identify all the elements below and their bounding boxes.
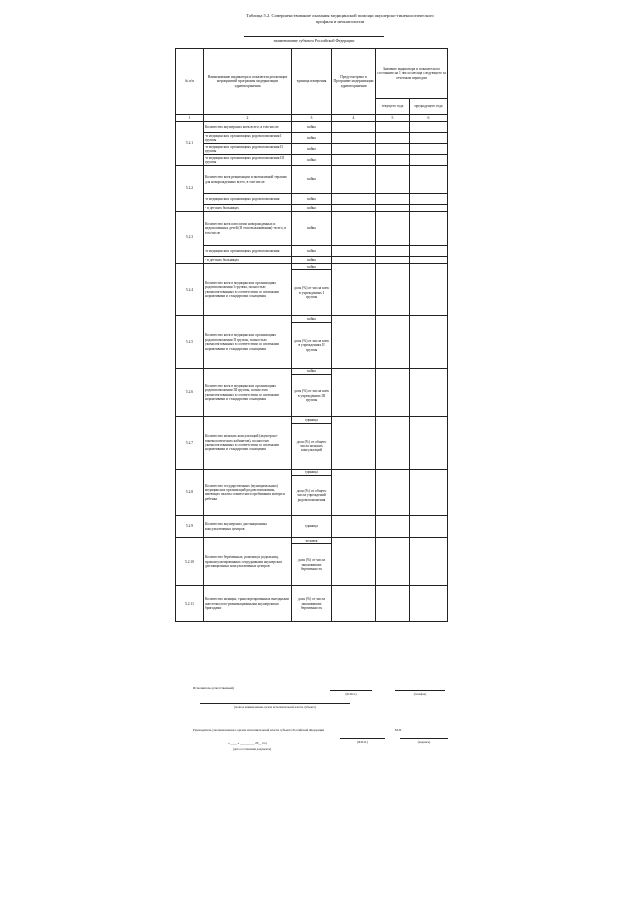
indicator-name: Количество акушерских коек всего, в том числе:	[204, 122, 292, 133]
prev-year-cell[interactable]	[410, 516, 448, 538]
date-line: « ____ » _________ 20__ год	[228, 741, 267, 745]
unit-share-cell: доля (%) от числа закончивших беременность	[292, 586, 332, 622]
prev-year-cell[interactable]	[410, 264, 448, 316]
indicator-name: - в детских больницах	[204, 205, 292, 212]
current-year-cell[interactable]	[376, 194, 410, 205]
indicator-name: Количество акушерских дистанционных консультативных центров	[204, 516, 292, 538]
col-num-header: № п/п	[176, 49, 204, 115]
indicator-name: Количество беременных, рожениц и родильниц, проконсультированных сотрудниками акушерских дистанционных консультативных центров	[204, 538, 292, 586]
unit-cell: койка	[292, 264, 332, 270]
unit-share-cell: доля (%) от числа коек в учреждениях III группы	[292, 375, 332, 417]
planned-cell[interactable]	[332, 133, 376, 144]
row-number: 5.2.8	[176, 469, 204, 515]
current-year-cell[interactable]	[376, 166, 410, 194]
unit-share-cell: доля (%) от общего числа женских консультаций	[292, 423, 332, 469]
header-line-2: профиля и неонатологии	[315, 19, 365, 24]
prev-year-cell[interactable]	[410, 133, 448, 144]
unit-cell: койка	[292, 316, 332, 322]
head-label: Руководитель уполномоченного органа исполнительной власти субъекта Российской Федерации	[193, 728, 325, 732]
current-year-cell[interactable]	[376, 122, 410, 133]
col-number-6: 6	[410, 115, 448, 122]
indicator-name: Количество коек реанимации и интенсивной терапии для новорожденных всего, в том числе:	[204, 166, 292, 194]
indicator-name: Количество женщин, транспортированных выездными анестезиолого-реанимационными акушерскими бригадами	[204, 586, 292, 622]
row-number: 5.2.7	[176, 417, 204, 469]
head-fio-caption: (Ф.И.О.)	[357, 740, 368, 744]
unit-cell: койка	[292, 133, 332, 144]
head-sign-caption: (подпись)	[417, 740, 431, 744]
row-number: 5.2.6	[176, 368, 204, 416]
col-number-4: 4	[332, 115, 376, 122]
executor-fio-line	[330, 690, 372, 691]
executor-phone-line	[395, 690, 445, 691]
current-year-cell[interactable]	[376, 516, 410, 538]
executor-phone-caption: (телефон)	[413, 692, 427, 696]
prev-year-cell[interactable]	[410, 205, 448, 212]
row-number: 5.2.2	[176, 166, 204, 212]
unit-cell: койка	[292, 194, 332, 205]
col-number-5: 5	[376, 115, 410, 122]
prev-year-cell[interactable]	[410, 144, 448, 155]
indicator-name: -в медицинских организациях родовспоможения II группы	[204, 144, 292, 155]
row-number: 5.2.3	[176, 212, 204, 264]
prev-year-cell[interactable]	[410, 586, 448, 622]
planned-cell[interactable]	[332, 257, 376, 264]
row-number: 5.2.1	[176, 122, 204, 166]
executor-label: Исполнитель (ответственный)	[193, 686, 234, 690]
planned-cell[interactable]	[332, 144, 376, 155]
unit-cell: койка	[292, 257, 332, 264]
col-current-year-header: текущего года	[376, 99, 410, 115]
indicator-name: -в медицинских организациях родовспоможения III группы	[204, 155, 292, 166]
indicator-name: -в медицинских организациях родовспоможения	[204, 246, 292, 257]
indicator-name: -в медицинских организациях родовспоможения I группы	[204, 133, 292, 144]
organ-line	[200, 703, 350, 704]
organ-caption: (полное наименование органа исполнительной власти субъекта)	[234, 705, 316, 709]
current-year-cell[interactable]	[376, 368, 410, 416]
planned-cell[interactable]	[332, 246, 376, 257]
prev-year-cell[interactable]	[410, 538, 448, 586]
planned-cell[interactable]	[332, 516, 376, 538]
current-year-cell[interactable]	[376, 586, 410, 622]
stamp-label: М.П.	[395, 728, 402, 732]
indicator-name: Количество коек патологии новорожденных и недоношенных детей (II этап выхаживания) -всего, в том числе	[204, 212, 292, 246]
prev-year-cell[interactable]	[410, 469, 448, 515]
col-planned-header: Предусмотрено в Программе модернизации здравоохранения	[332, 49, 376, 115]
current-year-cell[interactable]	[376, 417, 410, 469]
indicator-name: Количество коек в медицинских организациях родовспоможения II группы, полностью укомплектованных в соответствии со штатными нормативами и стандартами оснащения	[204, 316, 292, 368]
region-field	[244, 36, 384, 43]
col-prev-year-header: предыдущего года	[410, 99, 448, 115]
prev-year-cell[interactable]	[410, 246, 448, 257]
unit-cell: единица	[292, 516, 332, 538]
col-number-1: 1	[176, 115, 204, 122]
planned-cell[interactable]	[332, 155, 376, 166]
current-year-cell[interactable]	[376, 155, 410, 166]
planned-cell[interactable]	[332, 586, 376, 622]
planned-cell[interactable]	[332, 417, 376, 469]
current-year-cell[interactable]	[376, 469, 410, 515]
prev-year-cell[interactable]	[410, 155, 448, 166]
planned-cell[interactable]	[332, 122, 376, 133]
planned-cell[interactable]	[332, 166, 376, 194]
indicator-name: Количество коек в медицинских организациях родовспоможения III группы, полностью укомплектованных в соответствии со штатными нормативами и стандартами оснащения	[204, 368, 292, 416]
unit-share-cell: доля (%) от числа коек в учреждениях I группы	[292, 270, 332, 316]
unit-cell: единица	[292, 417, 332, 423]
head-fio-line	[340, 738, 385, 739]
unit-cell: койка	[292, 368, 332, 374]
planned-cell[interactable]	[332, 538, 376, 586]
unit-cell: койка	[292, 205, 332, 212]
head-sign-line	[400, 738, 448, 739]
planned-cell[interactable]	[332, 368, 376, 416]
col-unit-header: единица измерения	[292, 49, 332, 115]
planned-cell[interactable]	[332, 212, 376, 246]
prev-year-cell[interactable]	[410, 194, 448, 205]
row-number: 5.2.4	[176, 264, 204, 316]
current-year-cell[interactable]	[376, 144, 410, 155]
unit-cell: койка	[292, 166, 332, 194]
current-year-cell[interactable]	[376, 133, 410, 144]
prev-year-cell[interactable]	[410, 316, 448, 368]
unit-cell: койка	[292, 155, 332, 166]
current-year-cell[interactable]	[376, 212, 410, 246]
prev-year-cell[interactable]	[410, 212, 448, 246]
row-number: 5.2.10	[176, 538, 204, 586]
planned-cell[interactable]	[332, 205, 376, 212]
col-number-2: 2	[204, 115, 292, 122]
header-line-1: Таблица 5.2. Совершенствование оказания медицинской помощи акушерско-гинекологического	[246, 13, 434, 18]
indicator-name: -в медицинских организациях родовспоможения	[204, 194, 292, 205]
planned-cell[interactable]	[332, 194, 376, 205]
row-number: 5.2.11	[176, 586, 204, 622]
prev-year-cell[interactable]	[410, 122, 448, 133]
current-year-cell[interactable]	[376, 257, 410, 264]
unit-share-cell: доля (%) от числа коек в учреждениях II группы	[292, 322, 332, 368]
unit-share-cell: доля (%) от общего числа учреждений родовспоможения	[292, 476, 332, 516]
col-value-header: Значение индикатора и показателя по состоянию на 1 число месяца следующего за отчетным периодом	[376, 49, 448, 99]
current-year-cell[interactable]	[376, 246, 410, 257]
unit-cell: единица	[292, 469, 332, 475]
prev-year-cell[interactable]	[410, 368, 448, 416]
document-header	[215, 13, 465, 25]
unit-share-cell: доля (%) от числа закончивших беременность	[292, 544, 332, 586]
region-caption: наименование субъекта Российской Федерации	[273, 38, 355, 43]
region-underline	[244, 36, 384, 37]
indicator-name: Количество женских консультаций (акушерско-гинекологических кабинетов), полностью укомплектованных в соответствии со штатными нормативами и стандартами оснащения	[204, 417, 292, 469]
col-number-3: 3	[292, 115, 332, 122]
unit-cell: койка	[292, 246, 332, 257]
unit-cell: человек	[292, 538, 332, 544]
prev-year-cell[interactable]	[410, 166, 448, 194]
row-number: 5.2.5	[176, 316, 204, 368]
unit-cell: койка	[292, 144, 332, 155]
planned-cell[interactable]	[332, 316, 376, 368]
executor-fio-caption: (Ф.И.О.)	[345, 692, 357, 696]
prev-year-cell[interactable]	[410, 257, 448, 264]
unit-cell: койка	[292, 122, 332, 133]
current-year-cell[interactable]	[376, 264, 410, 316]
current-year-cell[interactable]	[376, 538, 410, 586]
indicator-name: - в детских больницах	[204, 257, 292, 264]
indicator-name: Количество коек в медицинских организациях родовспоможения I группы, полностью укомплектованных в соответствии со штатными нормативами и стандартами оснащения	[204, 264, 292, 316]
planned-cell[interactable]	[332, 264, 376, 316]
current-year-cell[interactable]	[376, 205, 410, 212]
planned-cell[interactable]	[332, 469, 376, 515]
unit-cell: койка	[292, 212, 332, 246]
row-number: 5.2.9	[176, 516, 204, 538]
indicator-name: Количество государственных (муниципальных) медицинских организаций родовспоможения, имеющих палаты совместного пребывания матери и ребенка	[204, 469, 292, 515]
indicator-table	[175, 48, 448, 622]
prev-year-cell[interactable]	[410, 417, 448, 469]
date-caption: (дата составления документа)	[232, 747, 272, 751]
col-name-header: Наименование индикатора и показателя реализации мероприятий программы модернизации здравоохранения	[204, 49, 292, 115]
current-year-cell[interactable]	[376, 316, 410, 368]
